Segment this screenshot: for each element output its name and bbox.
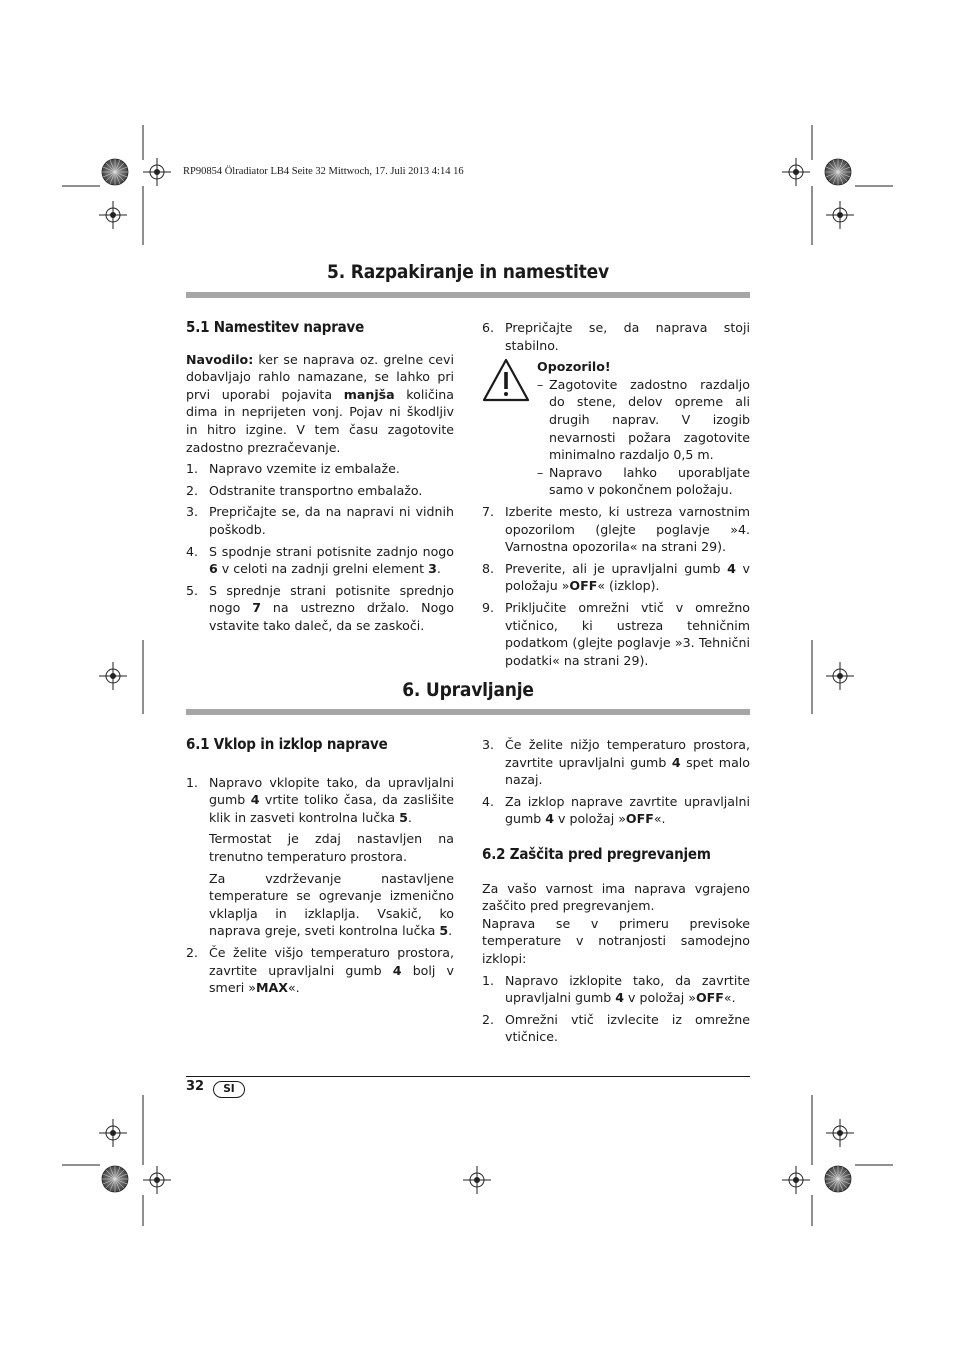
footer-rule bbox=[186, 1076, 750, 1077]
crosshair-mark-br bbox=[826, 1119, 854, 1147]
section-5-title: 5. Razpakiranje in namestitev bbox=[327, 261, 609, 283]
subsection-6-1-title: 6.1 Vklop in izklop naprave bbox=[186, 735, 388, 753]
crosshair-mark-bc bbox=[463, 1166, 491, 1194]
language-badge: SI bbox=[213, 1081, 245, 1098]
page-number: 32 bbox=[186, 1079, 205, 1094]
list-item: 9. Priključite omrežni vtič v omrežno vtičnico, ki ustreza tehničnim podatkom (glejte poglavje »3. Tehnični podatki« na strani 29). bbox=[482, 599, 750, 668]
list-item: 1. Napravo vzemite iz embalaže. bbox=[186, 461, 400, 477]
crosshair-mark-bl bbox=[99, 1119, 127, 1147]
warning-box bbox=[482, 358, 750, 499]
section-6-left-column bbox=[186, 736, 454, 1001]
crosshair-mark-tr2 bbox=[826, 201, 854, 229]
warning-item: – Napravo lahko uporabljate samo v pokončnem položaju. bbox=[537, 464, 750, 498]
section-6-right-column bbox=[482, 736, 750, 1050]
section-5-right-column bbox=[482, 319, 750, 673]
list-item: 1. Napravo izklopite tako, da zavrtite upravljalni gumb 4 v položaj »OFF«. bbox=[482, 972, 750, 1006]
starburst-mark-bl bbox=[102, 1166, 128, 1192]
install-note: Navodilo: ker se naprava oz. grelne cevi dobavljajo rahlo namazane, se lahko pri prvi uporabi pojavita manjša količina dima in neprijeten vonj. Pojav ni škodljiv in hitro izgine. V tem času zagotovite zadostno prezračevanje. bbox=[186, 351, 454, 455]
section-5-left-column bbox=[186, 319, 454, 639]
crosshair-mark-bl2 bbox=[143, 1166, 171, 1194]
list-item-paragraph: Termostat je zdaj nastavljen na trenutno temperaturo prostora. bbox=[209, 831, 454, 864]
list-item: 4. Za izklop naprave zavrtite upravljalni gumb 4 v položaj »OFF«. bbox=[482, 793, 750, 827]
list-item: 7. Izberite mesto, ki ustreza varnostnim opozorilom (glejte poglavje »4. Varnostna opozorila« na strani 29). bbox=[482, 503, 750, 555]
list-item: 4. S spodnje strani potisnite zadnjo nogo 6 v celoti na zadnji grelni element 3. bbox=[186, 543, 454, 577]
subsection-5-1-title: 5.1 Namestitev naprave bbox=[186, 318, 365, 336]
crosshair-mark-ml bbox=[99, 662, 127, 690]
crosshair-mark-br2 bbox=[782, 1166, 810, 1194]
starburst-mark-tl bbox=[102, 159, 128, 185]
section-6-rule bbox=[186, 709, 750, 715]
section-6-title: 6. Upravljanje bbox=[402, 679, 534, 701]
overheat-paragraph: Za vašo varnost ima naprava vgrajeno zaščito pred pregrevanjem. bbox=[482, 880, 750, 914]
crosshair-mark-mr bbox=[826, 662, 854, 690]
crosshair-mark-tr bbox=[782, 158, 810, 186]
crosshair-mark-tl bbox=[143, 158, 171, 186]
list-item: 1. Napravo vklopite tako, da upravljalni gumb 4 vrtite toliko časa, da zaslišite klik in zasveti kontrolna lučka 5. bbox=[186, 774, 454, 825]
warning-title: Opozorilo! bbox=[537, 359, 611, 375]
overheat-paragraph: Naprava se v primeru previsoke temperature v notranjosti samodejno izklopi: bbox=[482, 915, 750, 966]
starburst-mark-br bbox=[825, 1166, 851, 1192]
section-5-rule bbox=[186, 292, 750, 298]
list-item: 3. Prepričajte se, da na napravi ni vidnih poškodb. bbox=[186, 504, 454, 537]
list-item: 8. Preverite, ali je upravljalni gumb 4 v položaju »OFF« (izklop). bbox=[482, 560, 750, 594]
list-item: 6. Prepričajte se, da naprava stoji stabilno. bbox=[482, 320, 750, 353]
print-slug: RP90854 Ölradiator LB4 Seite 32 Mittwoch, 17. Juli 2013 4:14 16 bbox=[183, 166, 464, 177]
starburst-mark-tr bbox=[825, 159, 851, 185]
list-item: 2. Odstranite transportno embalažo. bbox=[186, 482, 423, 498]
warning-icon bbox=[482, 358, 537, 499]
subsection-6-2-title: 6.2 Zaščita pred pregrevanjem bbox=[482, 844, 711, 863]
list-item-paragraph: Za vzdrževanje nastavljene temperature se ogrevanje izmenično vklaplja in izklaplja. Vsakič, ko naprava greje, sveti kontrolna lučka 5. bbox=[209, 870, 454, 939]
warning-item: – Zagotovite zadostno razdaljo do stene, delov opreme ali drugih naprav. V izogib nevarnosti požara zagotovite minimalno razdaljo 0,5 m. bbox=[537, 376, 750, 463]
list-item: 5. S sprednje strani potisnite sprednjo nogo 7 na ustrezno držalo. Nogo vstavite tako daleč, da se zaskoči. bbox=[186, 582, 455, 633]
crosshair-mark-tl2 bbox=[99, 201, 127, 229]
list-item: 2. Omrežni vtič izvlecite iz omrežne vtičnice. bbox=[482, 1011, 750, 1045]
list-item: 3. Če želite nižjo temperaturo prostora, zavrtite upravljalni gumb 4 spet malo nazaj. bbox=[482, 737, 750, 788]
list-item: 2. Če želite višjo temperaturo prostora, zavrtite upravljalni gumb 4 bolj v smeri »MAX«. bbox=[186, 944, 454, 996]
